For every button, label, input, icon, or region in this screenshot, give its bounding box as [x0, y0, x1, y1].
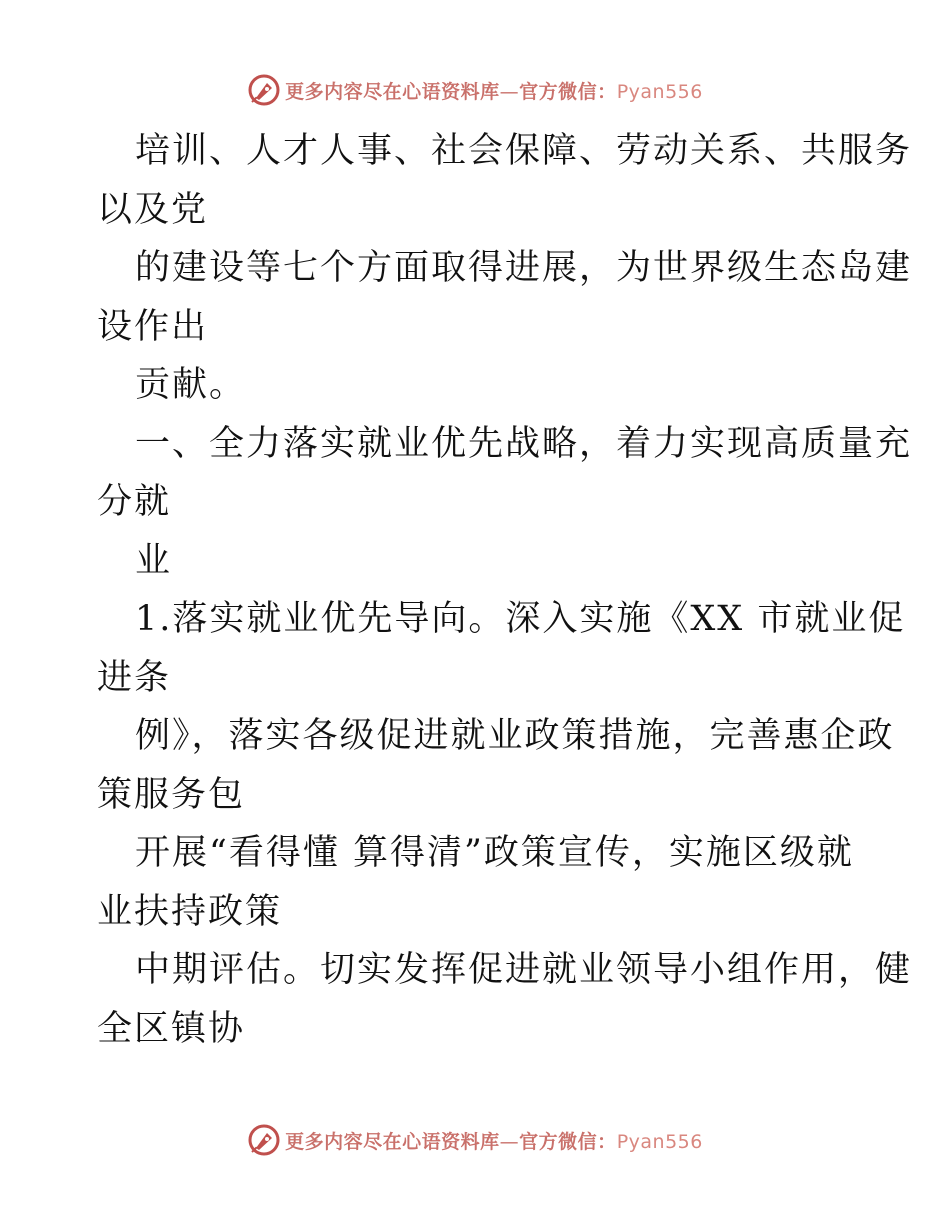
- watermark-title: 更多内容尽在心语资料库: [285, 1130, 500, 1153]
- pen-nib-logo-icon: [247, 73, 281, 107]
- header-watermark: [0, 70, 950, 110]
- text-line: 中期评估。切实发挥促进就业领导小组作用，健: [135, 950, 913, 990]
- watermark-label: 官方微信：: [519, 80, 617, 103]
- watermark-label: 官方微信：: [519, 1130, 617, 1153]
- pen-nib-logo-icon: [247, 1123, 281, 1157]
- watermark-title: 更多内容尽在心语资料库: [285, 80, 500, 103]
- text-line: 分就: [97, 482, 172, 522]
- watermark-wechat-id: Pyan556: [616, 80, 703, 103]
- text-line: 以及党: [97, 189, 209, 230]
- watermark-wechat-id: Pyan556: [616, 1130, 703, 1153]
- watermark-dash: —: [499, 1130, 520, 1153]
- watermark-dash: —: [499, 80, 520, 103]
- text-line: 业扶持政策: [97, 891, 283, 932]
- text-line: 策服务包: [97, 774, 246, 815]
- text-line: 1.落实就业优先导向。深入实施《XX 市就业促: [135, 599, 906, 639]
- text-line: 的建设等七个方面取得进展，为世界级生态岛建: [135, 248, 913, 288]
- text-line: 培训、人才人事、社会保障、劳动关系、共服务: [135, 131, 913, 171]
- text-line: 全区镇协: [97, 1008, 246, 1049]
- text-line: 业: [135, 540, 173, 581]
- footer-watermark: [0, 1120, 950, 1160]
- document-body: [97, 122, 913, 1058]
- text-line: 例》，落实各级促进就业政策措施，完善惠企政: [135, 716, 895, 756]
- text-line: 开展“看得懂 算得清”政策宣传，实施区级就: [135, 833, 854, 873]
- watermark-text: [285, 1127, 703, 1154]
- watermark-text: [285, 77, 703, 104]
- text-line: 贡献。: [135, 365, 247, 405]
- text-line: 进条: [97, 657, 172, 698]
- text-line: 一、全力落实就业优先战略，着力实现高质量充: [135, 423, 913, 464]
- text-line: 设作出: [97, 306, 209, 347]
